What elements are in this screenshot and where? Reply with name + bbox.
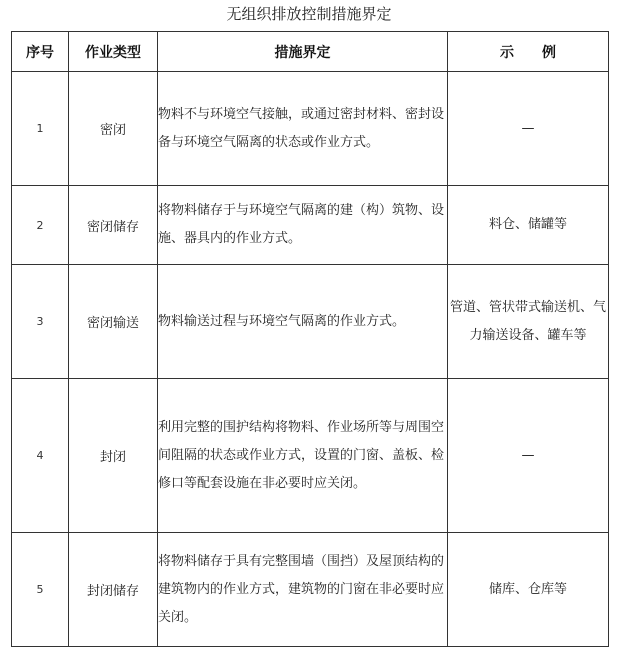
operation-type: 封闭储存: [69, 533, 158, 647]
header-no: 序号: [12, 32, 69, 72]
measure-definition: 利用完整的围护结构将物料、作业场所等与周围空间阻隔的状态或作业方式，设置的门窗、盖板、检修口等配套设施在非必要时应关闭。: [158, 379, 448, 533]
example: 储库、仓库等: [448, 533, 609, 647]
header-desc: 措施界定: [158, 32, 448, 72]
operation-type: 封闭: [69, 379, 158, 533]
example: 料仓、储罐等: [448, 186, 609, 265]
example: —: [448, 72, 609, 186]
table-row: [12, 72, 609, 186]
table-header-row: [12, 32, 609, 72]
header-type: 作业类型: [69, 32, 158, 72]
measure-definition: 物料不与环境空气接触，或通过密封材料、密封设备与环境空气隔离的状态或作业方式。: [158, 72, 448, 186]
row-number: 1: [12, 72, 69, 186]
measure-definition: 将物料储存于与环境空气隔离的建（构）筑物、设施、器具内的作业方式。: [158, 186, 448, 265]
measures-table: [11, 31, 609, 647]
example: —: [448, 379, 609, 533]
table-row: [12, 186, 609, 265]
measure-definition: 将物料储存于具有完整围墙（围挡）及屋顶结构的建筑物内的作业方式，建筑物的门窗在非必要时应关闭。: [158, 533, 448, 647]
row-number: 5: [12, 533, 69, 647]
row-number: 2: [12, 186, 69, 265]
operation-type: 密闭输送: [69, 265, 158, 379]
row-number: 3: [12, 265, 69, 379]
row-number: 4: [12, 379, 69, 533]
document-title: 无组织排放控制措施界定: [226, 5, 392, 23]
operation-type: 密闭: [69, 72, 158, 186]
header-example: 示 例: [448, 32, 609, 72]
operation-type: 密闭储存: [69, 186, 158, 265]
table-row: [12, 379, 609, 533]
table-row: [12, 265, 609, 379]
example: 管道、管状带式输送机、气力输送设备、罐车等: [448, 265, 609, 379]
measure-definition: 物料输送过程与环境空气隔离的作业方式。: [158, 265, 448, 379]
table-row: [12, 533, 609, 647]
